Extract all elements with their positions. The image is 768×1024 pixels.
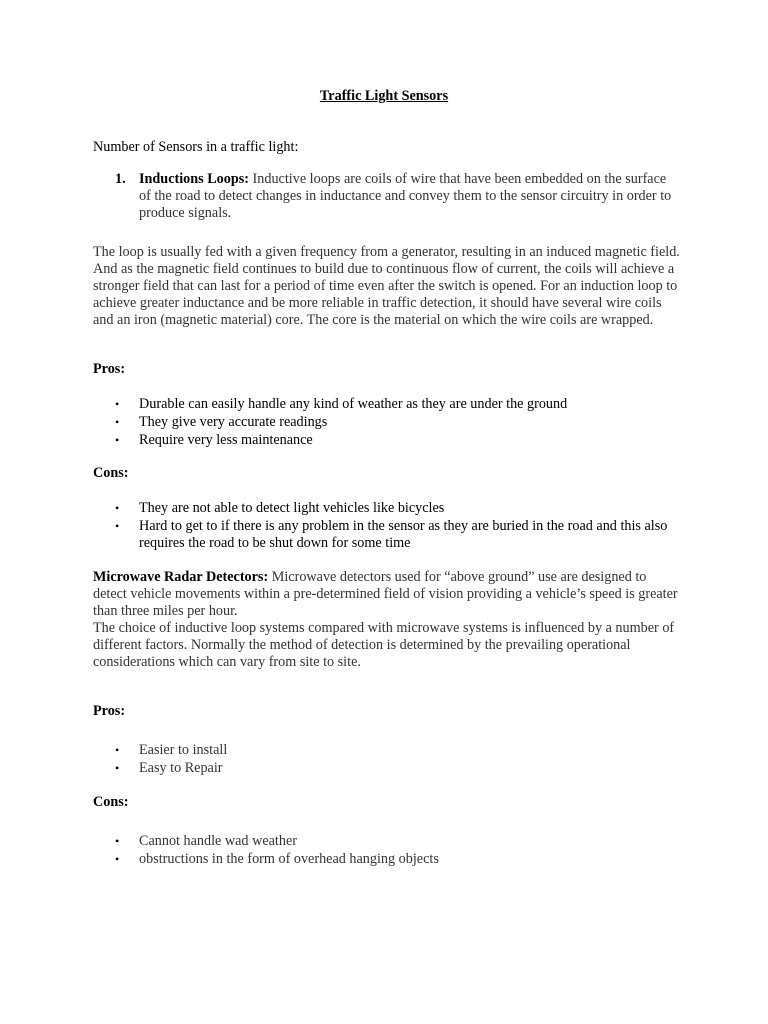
bullet-icon: •: [115, 501, 120, 515]
microwave-pros-heading: Pros:: [93, 703, 126, 719]
list-item: • They are not able to detect light vehicles like bicycles: [115, 500, 445, 516]
bullet-icon: •: [115, 433, 120, 447]
list-item: • obstructions in the form of overhead hanging objects: [115, 851, 439, 867]
microwave-text: Microwave detectors used for “above ground” use are designed to detect vehicle movements within a pre-determined field of vision providing a vehicle’s speed is greater than three miles per hour.: [93, 569, 678, 619]
bullet-icon: •: [115, 834, 120, 848]
list-item: • Hard to get to if there is any problem in the sensor as they are buried in the road and this also requires the road to be shut down for some time: [115, 518, 668, 551]
loop-pros-heading: Pros:: [93, 361, 126, 377]
list-number: 1.: [115, 171, 126, 187]
loop-paragraph: The loop is usually fed with a given frequency from a generator, resulting in an induced magnetic field. And as the magnetic field continues to build due to continuous flow of current, the coils will achieve a stronger field that can last for a period of time even after the switch is opened. For an induction loop to achieve greater inductance and be more reliable in traffic detection, it should have several wire coils and an iron (magnetic material) core. The core is the material on which the wire coils are wrapped.: [93, 244, 680, 328]
microwave-paragraph: [93, 569, 683, 620]
bullet-icon: •: [115, 852, 120, 866]
bullet-icon: •: [115, 761, 120, 775]
list-item: • They give very accurate readings: [115, 414, 328, 430]
induction-loops-heading: Inductions Loops:: [139, 171, 249, 187]
list-item: • Easy to Repair: [115, 760, 223, 776]
bullet-icon: •: [115, 415, 120, 429]
microwave-pros-list: [114, 742, 680, 778]
list-item: • Cannot handle wad weather: [115, 833, 297, 849]
microwave-cons-list: [114, 833, 680, 869]
intro-text: Number of Sensors in a traffic light:: [93, 139, 299, 155]
document-title: Traffic Light Sensors: [319, 88, 449, 104]
loop-cons-heading: Cons:: [93, 465, 129, 481]
induction-loops-text: Inductive loops are coils of wire that have been embedded on the surface of the road to detect changes in inductance and convey them to the sensor circuitry in order to produce signals.: [139, 171, 672, 221]
loop-cons-list: [114, 500, 680, 553]
loop-pros-list: [114, 396, 680, 450]
list-item: • Durable can easily handle any kind of weather as they are under the ground: [115, 396, 568, 412]
microwave-heading: Microwave Radar Detectors:: [93, 569, 269, 585]
bullet-icon: •: [115, 519, 120, 533]
list-item: • Require very less maintenance: [115, 432, 313, 448]
microwave-paragraph-2: The choice of inductive loop systems compared with microwave systems is influenced by a number of different factors. Normally the method of detection is determined by the prevailing operational considerations which can vary from site to site.: [93, 620, 675, 670]
bullet-icon: •: [115, 397, 120, 411]
microwave-cons-heading: Cons:: [93, 794, 129, 810]
list-item: • Easier to install: [115, 742, 228, 758]
bullet-icon: •: [115, 743, 120, 757]
numbered-item-induction-loops: [115, 171, 675, 222]
sensor-numbered-list: [115, 171, 675, 222]
